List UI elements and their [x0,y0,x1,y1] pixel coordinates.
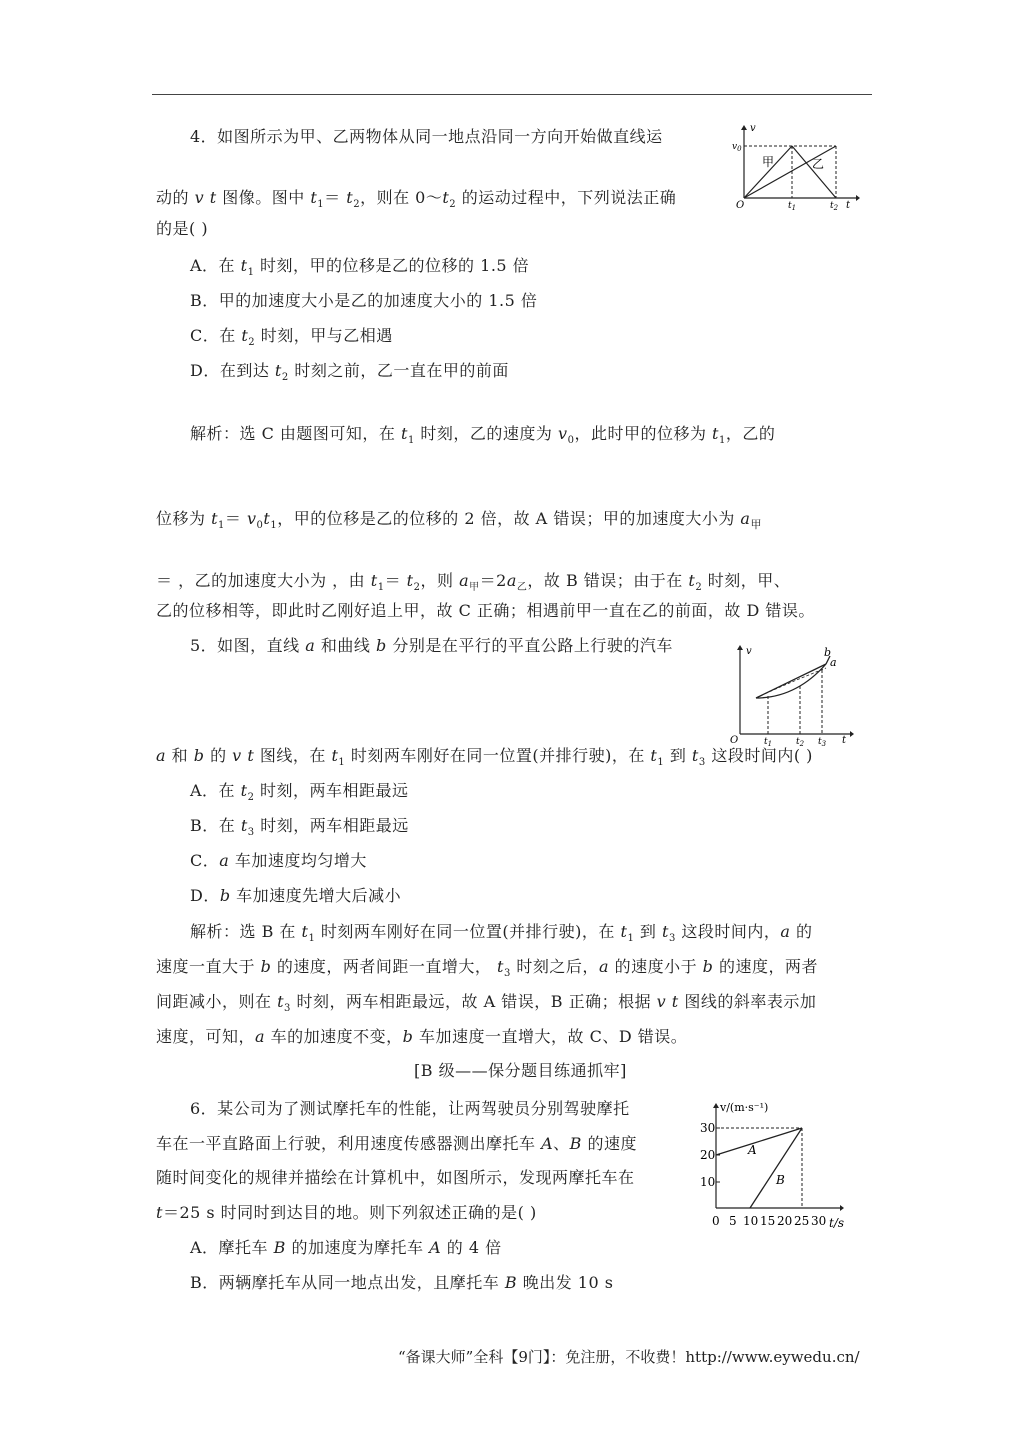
q6-option-a: A．摩托车 B 的加速度为摩托车 A 的 4 倍 [190,1238,502,1257]
q5-graph-t1-label: $t_1$ [764,737,773,746]
q6-line3: 随时间变化的规律并描绘在计算机中，如图所示，发现两摩托车在 [156,1168,635,1187]
q6-graph-xtick-5: 5 [729,1214,737,1228]
footer-text: “备课大师”全科【9门】：免注册，不收费！http://www.eywedu.cn/ [398,1348,860,1366]
q5-solution-line2: 速度一直大于 b 的速度，两者间距一直增大， $t_3$ 时刻之后，a 的速度小于 b 的速度，两者 [156,957,819,980]
q4-option-d: D．在到达 $t_2$ 时刻之前，乙一直在甲的前面 [190,361,509,384]
q5-graph-b-label: b [824,646,832,659]
q6-graph-xtick-10: 10 [743,1214,759,1228]
section-b-heading: [B 级——保分题目练通抓牢] [414,1061,627,1080]
q5-graph-t-label: t [842,735,847,746]
q5-option-c: C．a 车加速度均匀增大 [190,851,367,870]
q4-graph-t2-label: $t_2$ [830,201,839,212]
q4-graph-decel-line [792,146,836,198]
q4-option-a: A．在 $t_1$ 时刻，甲的位移是乙的位移的 1.5 倍 [190,256,530,279]
q5-graph-origin: O [730,735,739,746]
q4-graph-jia-line [744,146,836,198]
q4-option-c: C．在 $t_2$ 时刻，甲与乙相遇 [190,326,393,349]
q4-graph-v0-label: $v_0$ [732,142,742,153]
q5-option-b: B．在 $t_3$ 时刻，两车相距最远 [190,816,409,839]
q5-solution-line3: 间距减小，则在 $t_3$ 时刻，两车相距最远，故 A 错误，B 正确；根据 v t 图线的斜率表示加 [156,992,817,1015]
q6-graph-xtick-30: 30 [811,1214,827,1228]
q6-line2: 车在一平直路面上行驶，利用速度传感器测出摩托车 A、B 的速度 [156,1134,638,1153]
q6-graph-y10: 10 [700,1175,716,1189]
q6-graph-y20: 20 [700,1148,716,1162]
q4-option-b: B．甲的加速度大小是乙的加速度大小的 1.5 倍 [190,291,538,310]
q4-solution-line2: 位移为 $t_1= v_0t_1$，甲的位移是乙的位移的 2 倍，故 A 错误；甲的加速度大小为 $a_甲$ [156,509,762,532]
header-rule [152,94,872,95]
q6-graph-y30: 30 [700,1121,716,1135]
q4-graph-jia-label: 甲 [762,155,775,169]
q4-line2: 动的 v t 图像。图中 $t_1= t_2$，则在 $0\sim t_2$ 的运动过程中，下列说法正确 [156,188,677,211]
q6-option-b: B．两辆摩托车从同一地点出发，且摩托车 B 晚出发 10 s [190,1273,614,1292]
q4-graph-v-label: v [750,123,756,134]
q6-graph-b-label: B [776,1173,785,1187]
q4-solution-line4: 乙的位移相等，即此时乙刚好追上甲，故 C 正确；相遇前甲一直在乙的前面，故 D 错误。 [156,601,815,620]
q5-option-d: D．b 车加速度先增大后减小 [190,886,402,905]
q5-solution-line4: 速度，可知，a 车的加速度不变，b 车加速度一直增大，故 C、D 错误。 [156,1027,688,1046]
q5-graph-t2-label: $t_2$ [796,737,805,746]
q5-option-a: A．在 $t_2$ 时刻，两车相距最远 [190,781,409,804]
q5-graph-a-label: a [830,656,837,669]
q6-graph-xtick-25: 25 [794,1214,810,1228]
q6-graph-xtick-15: 15 [760,1214,776,1228]
q6-graph-y-label: v/(m·s⁻¹) [720,1101,769,1114]
q4-solution-line3: ＝ ，乙的加速度大小为 ，由 $t_1= t_2$，则 $a_甲=2a_乙$，故 B 错误；由于在 $t_2$ 时刻，甲、 [156,571,791,594]
q6-graph-xtick-0: 0 [712,1214,720,1228]
q4-graph-origin: O [736,200,745,211]
q6-vt-graph [692,1096,856,1236]
q4-vt-graph [730,122,860,212]
q4-solution-line1: 解析：选 C 由题图可知，在 $t_1$ 时刻，乙的速度为 $v_0$，此时甲的位移为 $t_1$，乙的 [190,424,776,447]
q4-graph-t-label: t [846,200,851,211]
q4-line3: 的是( ) [156,219,209,238]
q4-graph-t1-label: $t_1$ [788,201,797,212]
q4-graph-yi-label: 乙 [812,157,825,171]
q6-graph-line-b [750,1128,802,1208]
q5-vt-graph [726,642,856,746]
q6-graph-a-label: A [748,1143,757,1157]
q6-line4: t＝25 s 时同时到达目的地。则下列叙述正确的是( ) [156,1203,537,1222]
q6-graph-xtick-20: 20 [777,1214,793,1228]
q5-line1: 5．如图，直线 a 和曲线 b 分别是在平行的平直公路上行驶的汽车 [190,636,673,655]
q6-line1: 6．某公司为了测试摩托车的性能，让两驾驶员分别驾驶摩托 [190,1099,630,1118]
q6-graph-line-a [716,1128,802,1155]
q6-graph-x-label: t/s [829,1216,845,1230]
q5-line2: a 和 b 的 v t 图线，在 $t_1$ 时刻两车刚好在同一位置(并排行驶)，在 $t_1$ 到 $t_3$ 这段时间内( ) [156,746,813,769]
q4-graph-yi-line [744,146,792,198]
q5-solution-line1: 解析：选 B 在 $t_1$ 时刻两车刚好在同一位置(并排行驶)，在 $t_1$ 到 $t_3$ 这段时间内，a 的 [190,922,813,945]
q4-line1: 4．如图所示为甲、乙两物体从同一地点沿同一方向开始做直线运 [190,127,663,146]
q5-graph-t3-label: $t_3$ [818,737,827,746]
q5-graph-v-label: v [746,646,752,657]
